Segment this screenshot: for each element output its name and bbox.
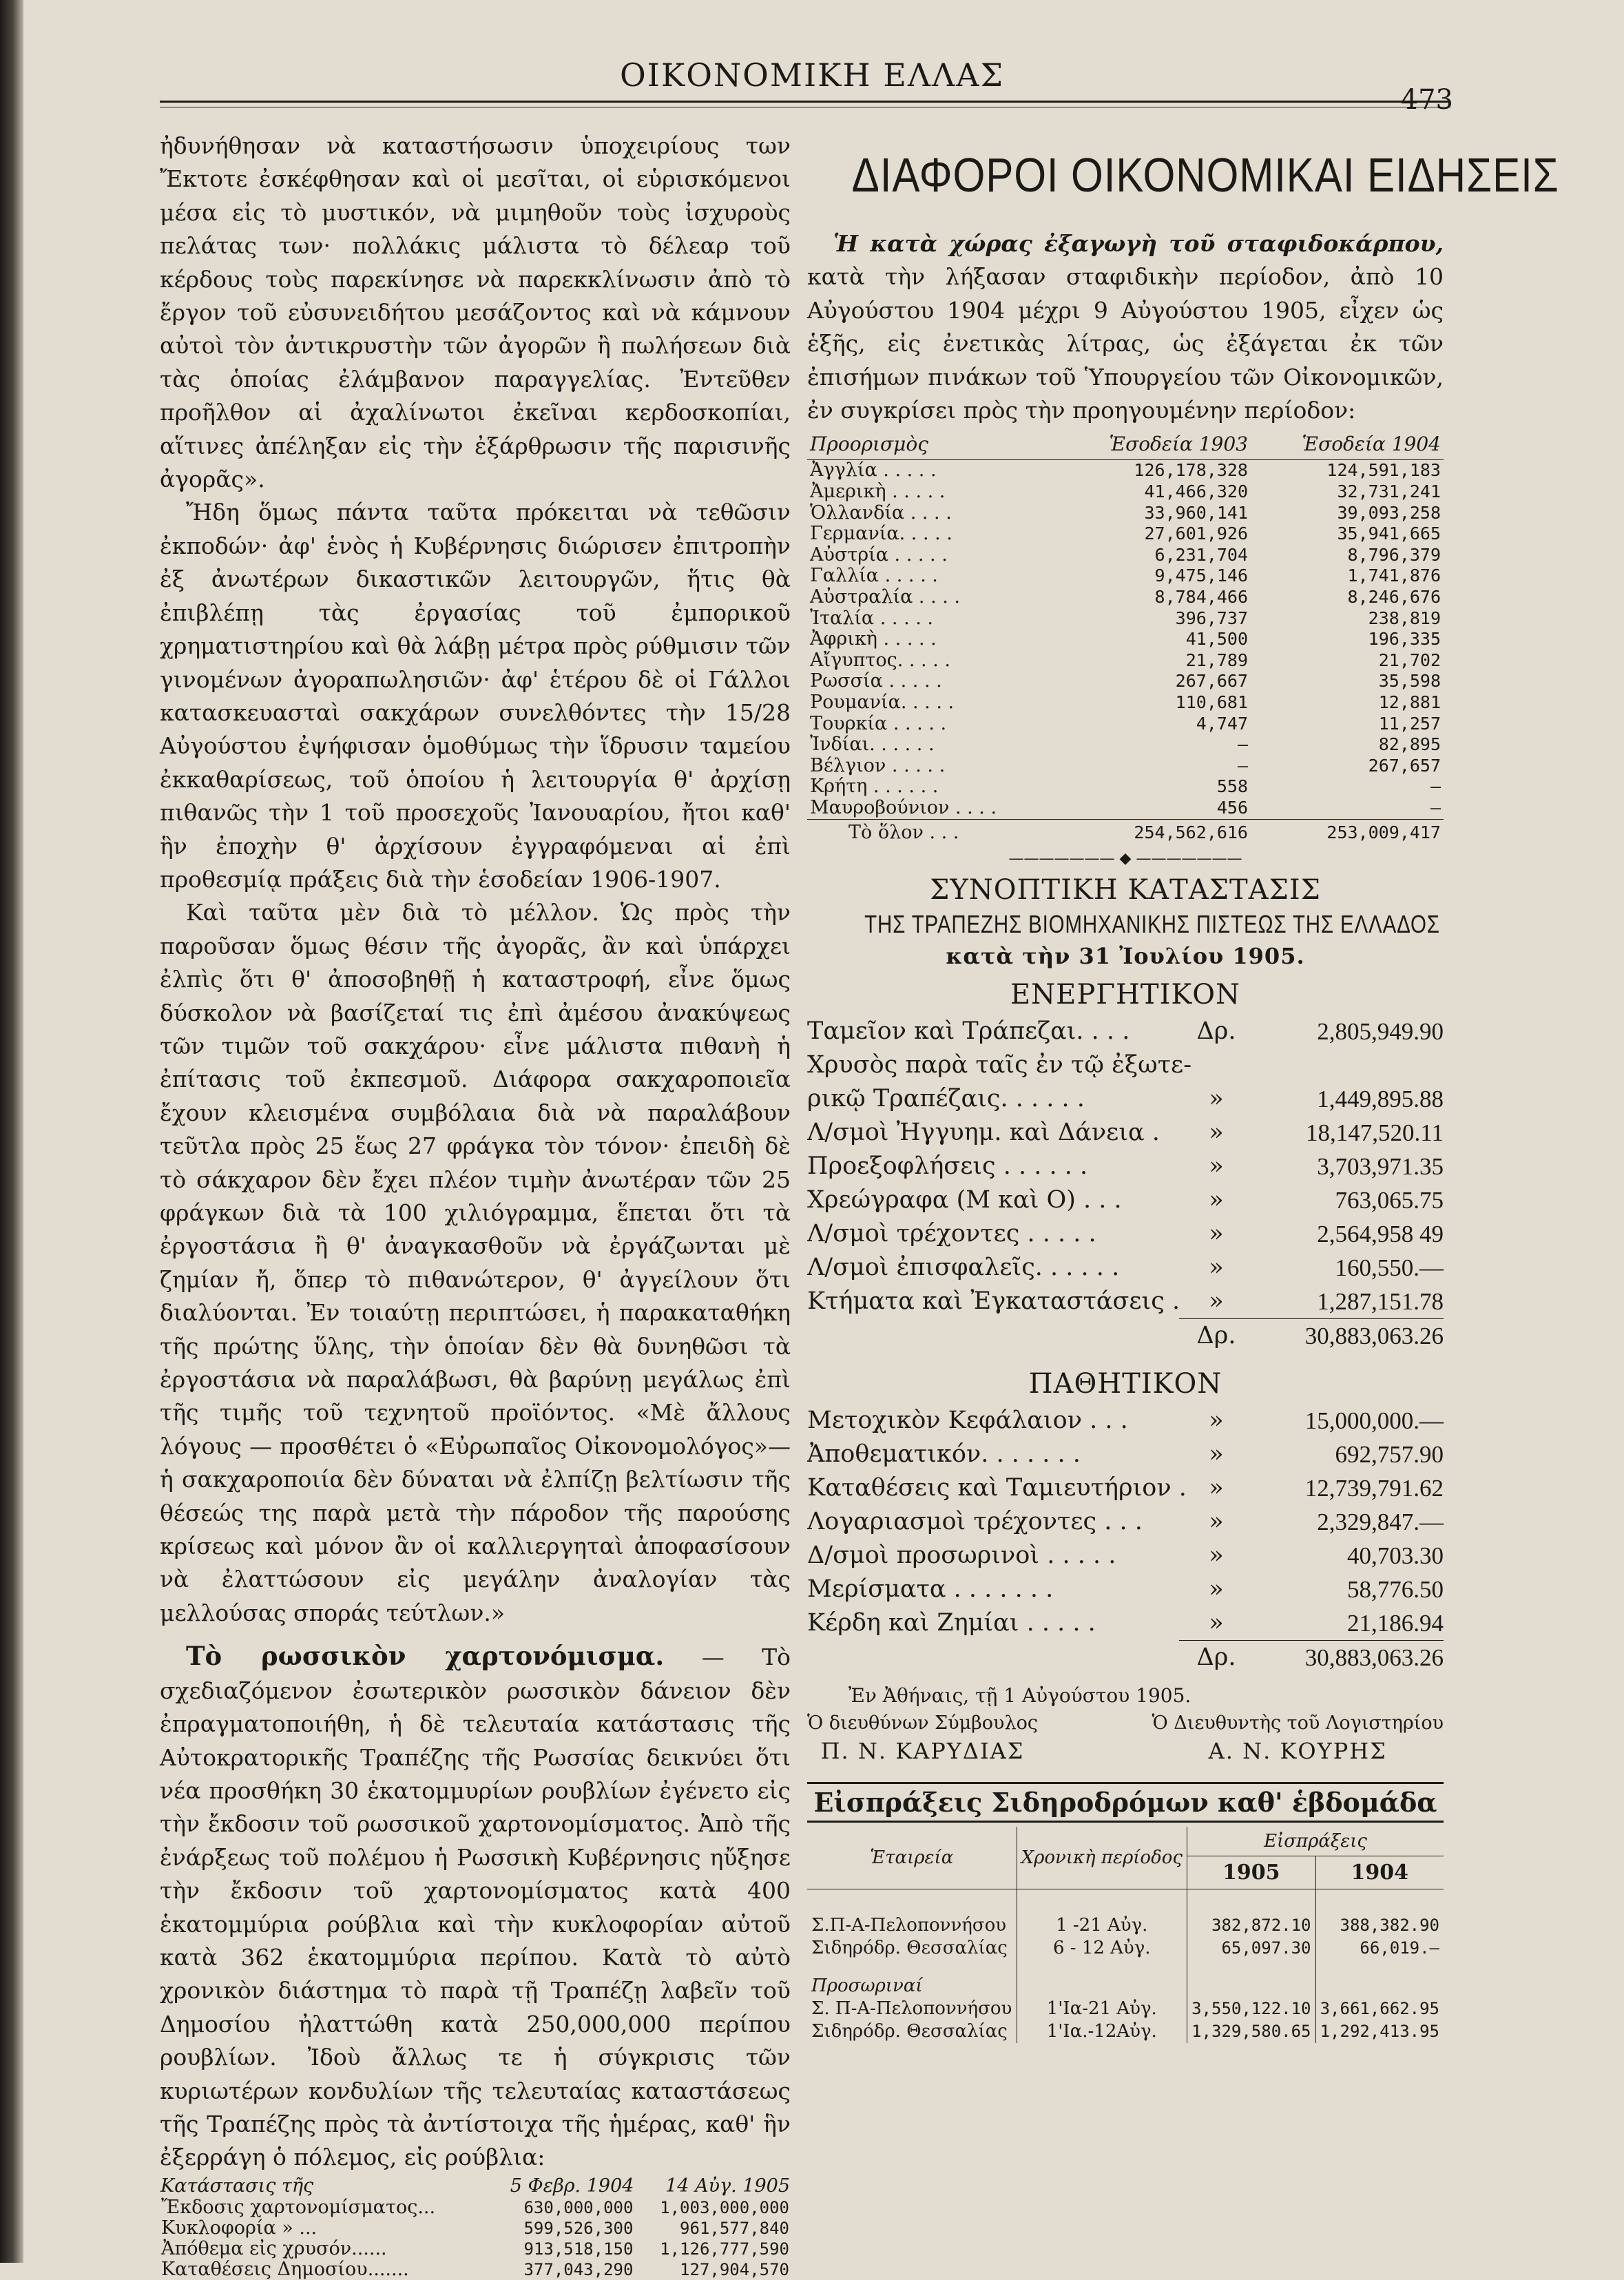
destination-cell: Αὐστραλία . . . .: [810, 586, 960, 608]
column-header: Προορισμὸς: [807, 430, 1058, 460]
destination-cell: Ὁλλανδία . . . .: [810, 501, 952, 524]
ledger-label: Ταμεῖον καὶ Τράπεζαι. . . .: [807, 1017, 1130, 1046]
bank-title: ΣΥΝΟΠΤΙΚΗ ΚΑΤΑΣΤΑΣΙΣ: [930, 874, 1321, 906]
ledger-label: Λ/σμοὶ τρέχοντες . . . . .: [807, 1220, 1096, 1248]
table-row: [807, 734, 1444, 756]
value-cell: 196,335: [1368, 629, 1441, 650]
table-row: [807, 629, 1444, 650]
rail-company: Σιδηρόδρ. Θεσσαλίας: [807, 2020, 1017, 2043]
comparison-value: 961,577,840: [680, 2218, 789, 2238]
railway-table: [807, 1827, 1444, 2043]
table-row: [807, 566, 1444, 587]
destination-cell: Ἀγγλία . . . . .: [810, 459, 937, 481]
ledger-row: [807, 1471, 1444, 1505]
currant-export-text: κατὰ τὴν λήξασαν σταφιδικὴν περίοδον, ἀπὸ 10 Αὐγούστου 1904 μέχρι 9 Αὐγούστου 1905, εἶχεν ὡς ἑξῆς, εἰς ἐνετικὰς λίτρας, ὡς ἐξάγεται ἐκ τῶν ἐπισήμων πινάκων τοῦ Ὑπουργείου τῶν Οἰκονομικῶν, ἐν συγκρίσει πρὸς τὴν προηγουμένην περίοδον:: [807, 263, 1444, 424]
page-number: 473: [1400, 84, 1453, 116]
signature: [807, 1712, 1038, 1764]
value-cell: 39,093,258: [1337, 502, 1441, 523]
paragraph: ἠδυνήθησαν νὰ καταστήσωσιν ὑποχειρίους των Ἔκτοτε ἐσκέφθησαν καὶ οἱ μεσῖται, οἱ εὑρισκόμενοι μέσα εἰς τὸ μυστικόν, νὰ μιμηθοῦν τοὺς ἰσχυροὺς πελάτας των· πολλάκις μάλιστα τὸ δέλεαρ τοῦ κέρδους τοὺς παρεκίνησε νὰ παρεκκλίνωσιν ἀπὸ τὸ ἔργον τοῦ εὐσυνειδήτου μεσάζοντος καὶ νὰ κάμνουν αὐτοὶ τὸν ἀντικρυστὴν τῶν ἀγορῶν ἢ πωλήσεων διὰ τὰς ὁποίας ἐλάμβανον παραγγελίας. Ἐντεῦθεν προῆλθον αἱ ἀχαλίνωτοι ἐκεῖναι κερδοσκοπίαι, αἵτινες ἀπέληξαν εἰς τὴν ἐξάρθρωσιν τῆς παρισινῆς ἀγορᾶς».: [160, 132, 791, 493]
amount: 3,703,971.35: [1317, 1153, 1444, 1181]
russian-heading: Τὸ ρωσσικὸν χαρτονόμισμα.: [186, 1641, 665, 1672]
russian-comparison-table: [160, 2175, 791, 2280]
table-row: [807, 714, 1444, 735]
ledger-row: [807, 1150, 1444, 1183]
rail-period: 6 - 12 Αὐγ.: [1017, 1937, 1187, 1960]
amount: 30,883,063.26: [1304, 1644, 1444, 1672]
ledger-label: Καταθέσεις καὶ Ταμιευτήριον .: [807, 1474, 1187, 1502]
rail-company: Σιδηρόδρ. Θεσσαλίας: [807, 1937, 1017, 1960]
table-row: [807, 1914, 1444, 1937]
ledger-row: [807, 1606, 1444, 1640]
left-column: [160, 129, 791, 2280]
rail-company: Σ.Π-Α-Πελοποννήσου: [807, 1914, 1017, 1937]
value-cell: 396,737: [1175, 608, 1248, 628]
comparison-col1-header: 5 Φεβρ. 1904: [510, 2175, 634, 2197]
amount: 40,703.30: [1347, 1542, 1444, 1570]
table-row: [807, 524, 1444, 545]
value-cell: 267,657: [1368, 755, 1441, 776]
value-cell: 558: [1216, 776, 1248, 797]
destination-cell: Ἰταλία . . . . .: [810, 607, 933, 629]
ledger-row: [807, 1048, 1444, 1082]
destination-cell: Ρωσσία . . . . .: [810, 670, 942, 692]
ledger-label: Λ/σμοὶ Ἠγγυημ. καὶ Δάνεια .: [807, 1119, 1160, 1147]
column-header: Χρονικὴ περίοδος: [1017, 1827, 1187, 1889]
currency: »: [1209, 1609, 1224, 1637]
amount: 30,883,063.26: [1304, 1323, 1444, 1350]
signature: [1152, 1712, 1444, 1764]
currency: »: [1209, 1085, 1224, 1113]
table-row: [160, 2259, 791, 2280]
value-cell: —: [1237, 734, 1248, 755]
comparison-label: Καταθέσεις Δημοσίου.......: [161, 2258, 409, 2280]
table-row: [807, 460, 1444, 481]
value-cell: 238,819: [1368, 608, 1441, 628]
value-cell: 41,466,320: [1144, 481, 1248, 502]
rail-value: 1,329,580.65: [1187, 2020, 1315, 2043]
value-cell: 456: [1216, 797, 1248, 818]
table-row: [807, 650, 1444, 672]
amount: 2,564,958 49: [1317, 1221, 1444, 1248]
value-cell: 12,881: [1378, 692, 1441, 712]
column-header: 1905: [1187, 1856, 1315, 1889]
signature-name: Π. Ν. ΚΑΡΥΔΙΑΣ: [820, 1738, 1025, 1765]
amount: 2,805,949.90: [1317, 1018, 1444, 1046]
destination-cell: Αἴγυπτος. . . . .: [810, 649, 950, 671]
russian-paragraph: [160, 1639, 791, 2175]
ledger-row: [807, 1285, 1444, 1318]
comparison-value: 1,003,000,000: [660, 2197, 789, 2217]
currency: »: [1209, 1119, 1224, 1147]
currency: Δρ.: [1196, 1322, 1236, 1350]
value-cell: 11,257: [1378, 713, 1441, 734]
value-cell: 21,789: [1185, 650, 1248, 670]
comparison-value: 599,526,300: [523, 2218, 634, 2238]
value-cell: —: [1237, 755, 1248, 776]
amount: 1,449,895.88: [1317, 1086, 1444, 1113]
value-cell: 27,601,926: [1144, 524, 1248, 544]
value-cell: —: [1430, 797, 1441, 818]
destination-cell: Βέλγιον . . . . .: [810, 754, 946, 776]
amount: 18,147,520.11: [1306, 1119, 1444, 1147]
signature-role: Ὁ Διευθυντὴς τοῦ Λογιστηρίου: [1152, 1712, 1444, 1734]
bank-subtitle: ΤΗΣ ΤΡΑΠΕΖΗΣ ΒΙΟΜΗΧΑΝΙΚΗΣ ΠΙΣΤΕΩΣ ΤΗΣ ΕΛΛΑΔΟΣ: [864, 910, 1440, 939]
amount: 12,739,791.62: [1304, 1475, 1444, 1502]
paragraph: Ἤδη ὅμως πάντα ταῦτα πρόκειται νὰ τεθῶσιν ἐκποδών· ἀφ' ἑνὸς ἡ Κυβέρνησις διώρισεν ἐπιτροπὴν ἐξ ἀνωτέρων δικαστικῶν λειτουργῶν, ἥτις θὰ ἐπιβλέπῃ τὰς ἐργασίας τοῦ ἐμπορικοῦ χρηματιστηρίου καὶ θὰ λάβῃ μέτρα πρὸς ρύθμισιν τῶν γινομένων ἀγοραπωλησιῶν· ἀφ' ἑτέρου δὲ οἱ Γάλλοι κατασκευασταὶ σακχάρων συνελθόντες τὴν 15/28 Αὐγούστου ἐψήφισαν ὁμοθύμως τὴν ἵδρυσιν ταμείου ἐκκαθαρίσεως, τοῦ ὁποίου ἡ λειτουργία θ' ἀρχίσῃ πιθανῶς τὴν 1 τοῦ προσεχοῦς Ἰανουαρίου, ἤτοι καθ' ἣν ἐποχὴν θ' ἀρχίσουν ἐγγραφόμεναι αἱ ἐπὶ προθεσμίᾳ πράξεις διὰ τὴν ἑσοδείαν 1906-1907.: [160, 499, 791, 893]
rail-period: 1 -21 Αὐγ.: [1017, 1914, 1187, 1937]
value-cell: 21,702: [1378, 650, 1441, 670]
total-label: Τὸ ὅλον . . .: [807, 819, 1058, 843]
liabilities-list: [807, 1404, 1444, 1640]
currency: »: [1209, 1254, 1224, 1282]
paragraph: Καὶ ταῦτα μὲν διὰ τὸ μέλλον. Ὡς πρὸς τὴν παροῦσαν ὅμως θέσιν τῆς ἀγορᾶς, ἂν καὶ ὑπάρχει ἐλπὶς ὅτι θ' ἀποσοβηθῇ ἡ καταστροφή, εἶνε ὅμως δύσκολον νὰ βασίζεταί τις ἐπὶ ἀμέσου ἀνακύψεως τῶν τιμῶν τοῦ σακχάρου· εἶνε μάλιστα πιθανὴ ἡ ἐπίτασις τοῦ ἐκπεσμοῦ. Διάφορα σακχαροποιεῖα ἔχουν κλεισμένα συμβόλαια διὰ νὰ παραλάβουν τεῦτλα πρὸς 25 ἕως 27 φράγκα τὸν τόνον· ἐπειδὴ δὲ τὸ σάκχαρον δὲν ἔχει πλέον τιμὴν ἀνωτέραν τῶν 25 φράγκων διὰ τὰ 100 χιλιόγραμμα, ἕπεται ὅτι τὰ ἐργοστάσια ἢ θ' ἀναγκασθοῦν νὰ ἐργάζωνται μὲ ζημίαν ἤ, ὅπερ τὸ πιθανώτερον, θ' ἀγγείλουν ὅτι διαλύονται. Ἐν τοιαύτῃ περιπτώσει, ἡ παρακαταθήκη τῆς πρώτης ὕλης, τὴν ὁποίαν δὲν θὰ δυνηθῶσι τὰ ἐργοστάσια νὰ παραλάβωσι, θὰ βαρύνῃ μεγάλως ἐπὶ τῆς τιμῆς τοῦ τεχνητοῦ προϊόντος. «Μὲ ἄλλους λόγους — προσθέτει ὁ «Εὐρωπαῖος Οἰκονομολόγος»—ἡ σακχαροποιία δὲν δύναται νὰ ἐλπίζῃ βελτίωσιν τῆς θέσεώς της παρὰ μετὰ τὴν πάροδον τῆς παρούσης κρίσεως καὶ μόνον ἂν οἱ καλλιεργηταὶ ἀποφασίσουν νὰ ἐλαττώσουν εἰς μεγάλην ἀναλογίαν τὰς μελλούσας σποράς τεύτλων.»: [160, 899, 791, 1626]
rail-value: 382,872.10: [1187, 1914, 1315, 1937]
currency: »: [1209, 1440, 1224, 1469]
ledger-label: Χρεώγραφα (Μ καὶ Ο) . . .: [807, 1186, 1122, 1214]
ledger-row: [807, 1438, 1444, 1471]
value-cell: 33,960,141: [1144, 502, 1248, 523]
value-cell: 110,681: [1175, 692, 1248, 712]
destination-cell: Αὐστρία . . . . .: [810, 543, 948, 566]
rail-company: Σ. Π-Α-Πελοποννήσου: [807, 1998, 1017, 2020]
ledger-row: [807, 1116, 1444, 1150]
value-cell: 32,731,241: [1337, 481, 1441, 502]
table-total-row: [807, 819, 1444, 843]
rail-value: 66,019.—: [1315, 1937, 1444, 1960]
liabilities-total: [1179, 1640, 1444, 1675]
table-row: [807, 1937, 1444, 1960]
section-heading: ΔΙΑΦΟΡΟΙ ΟΙΚΟΝΟΜΙΚΑΙ ΕΙΔΗΣΕΙΣ: [851, 148, 1559, 202]
table-row: [807, 587, 1444, 608]
currency: Δρ.: [1196, 1644, 1236, 1672]
ledger-label: Λ/σμοὶ ἐπισφαλεῖς. . . . . .: [807, 1254, 1120, 1282]
ledger-label: Χρυσὸς παρὰ ταῖς ἐν τῷ ἐξωτε-: [807, 1051, 1192, 1079]
rail-group-label: Προσωριναί: [807, 1960, 1017, 1998]
currency: Δρ.: [1196, 1017, 1236, 1046]
ledger-label: Μετοχικὸν Κεφάλαιον . . .: [807, 1407, 1128, 1435]
table-row: [807, 481, 1444, 503]
value-cell: 126,178,328: [1134, 460, 1248, 481]
table-row: [807, 692, 1444, 714]
column-header: Εἰσπράξεις: [1187, 1827, 1444, 1856]
amount: 2,329,847.—: [1317, 1509, 1444, 1536]
table-row: [807, 798, 1444, 819]
value-cell: 41,500: [1185, 629, 1248, 650]
currant-export-heading: Ἡ κατὰ χώρας ἐξαγωγὴ τοῦ σταφιδοκάρπου,: [833, 230, 1444, 257]
destination-cell: Ἀμερικὴ . . . . .: [810, 481, 946, 503]
ledger-row: [807, 1505, 1444, 1539]
value-cell: 82,895: [1378, 734, 1441, 755]
signature-block: [807, 1712, 1444, 1764]
assets-list: [807, 1015, 1444, 1318]
rail-value: 3,661,662.95: [1315, 1998, 1444, 2020]
signature-role: Ὁ διευθύνων Σύμβουλος: [807, 1712, 1038, 1734]
table-row: [807, 545, 1444, 566]
destination-cell: Ἰνδίαι. . . . . .: [810, 734, 935, 756]
comparison-header-label: Κατάστασις τῆς: [160, 2175, 314, 2197]
railway-title: Εἰσπράξεις Σιδηροδρόμων καθ' ἑβδομάδα: [807, 1782, 1444, 1823]
destination-cell: Γαλλία . . . . .: [810, 565, 938, 587]
table-row: [807, 756, 1444, 777]
table-row: [160, 2239, 791, 2259]
comparison-value: 630,000,000: [523, 2197, 634, 2217]
amount: 692,757.90: [1335, 1441, 1444, 1469]
destination-cell: Κρήτη . . . . . .: [810, 776, 939, 798]
book-binding-edge: [0, 0, 23, 2263]
amount: 1,287,151.78: [1317, 1288, 1444, 1316]
comparison-col2-header: 14 Αὐγ. 1905: [665, 2175, 790, 2197]
rail-period: 1'Ια.-12Αὐγ.: [1017, 2020, 1187, 2043]
comparison-value: 913,518,150: [523, 2239, 634, 2259]
ledger-label: Μερίσματα . . . . . . .: [807, 1575, 1054, 1604]
value-cell: 8,796,379: [1347, 544, 1441, 565]
ledger-label: Δ/σμοὶ προσωρινοὶ . . . . .: [807, 1542, 1116, 1570]
rail-value: 1,292,413.95: [1315, 2020, 1444, 2043]
currency: »: [1209, 1474, 1224, 1502]
russian-text: — Τὸ σχεδιαζόμενον ἐσωτερικὸν ρωσσικὸν δάνειον δὲν ἐπραγματοποιήθη, ἡ δὲ τελευταία κατάστασις τῆς Αὐτοκρατορικῆς Τραπέζης τῆς Ρωσσίας δεικνύει ὅτι νέα προσθήκη 30 ἑκατομμυρίων ρουβλίων ἐγένετο εἰς τὴν ἔκδοσιν τοῦ ρωσσικοῦ χαρτονομίσματος. Ἀπὸ τῆς ἐνάρξεως τοῦ πολέμου ἡ Ρωσσικὴ Κυβέρνησις ηὔξησε τὴν ἔκδοσιν τοῦ χαρτονομίσματος κατὰ 400 ἑκατομμύρια ρούβλια καὶ τὴν κυκλοφορίαν αὐτοῦ κατὰ 362 ἑκατομμύρια περίπου. Κατὰ τὸ αὐτὸ χρονικὸν διάστημα τὸ παρὰ τῇ Τραπέζῃ λαβεῖν τοῦ Δημοσίου ἠλαττώθη κατὰ 250,000,000 περίπου ρουβλίων. Ἰδοὺ ἄλλως τε ἡ σύγκρισις τῶν κυριωτέρων κονδυλίων τῆς τελευταίας καταστάσεως τῆς Τραπέζης πρὸς τὰ ἀντίστοιχα τῆς ἡμέρας, καθ' ἣν ἐξερράγη ὁ πόλεμος, εἰς ρούβλια:: [160, 1644, 791, 2171]
ledger-label: Ἀποθεματικόν. . . . . . .: [807, 1440, 1081, 1469]
comparison-label: Κυκλοφορία » ...: [161, 2217, 317, 2239]
ledger-row: [807, 1015, 1444, 1048]
value-cell: 9,475,146: [1154, 566, 1248, 586]
column-header: Ἑταιρεία: [807, 1827, 1017, 1889]
value-cell: 35,598: [1378, 671, 1441, 692]
currency: [1196, 1048, 1237, 1082]
value-cell: 124,591,183: [1326, 460, 1441, 481]
amount: [1237, 1048, 1444, 1082]
header-rule: [160, 101, 1450, 107]
value-cell: 4,747: [1196, 713, 1248, 734]
destination-cell: Γερμανία. . . . .: [810, 523, 952, 545]
bank-date: κατὰ τὴν 31 Ἰουλίου 1905.: [946, 943, 1305, 970]
liabilities-title: ΠΑΘΗΤΙΚΟΝ: [1028, 1368, 1222, 1400]
table-row: [160, 2218, 791, 2239]
table-row: [807, 608, 1444, 630]
value-cell: 1,741,876: [1347, 566, 1441, 586]
total-value: 253,009,417: [1251, 819, 1444, 843]
currency: »: [1209, 1407, 1224, 1435]
table-row: [807, 1998, 1444, 2020]
ledger-row: [807, 1251, 1444, 1285]
rail-value: 388,382.90: [1315, 1914, 1444, 1937]
ledger-row: [807, 1082, 1444, 1116]
amount: 58,776.50: [1347, 1576, 1444, 1604]
amount: 160,550.—: [1335, 1254, 1444, 1282]
comparison-label: Ἀπόθεμα εἰς χρυσόν......: [161, 2237, 387, 2259]
currency: »: [1209, 1542, 1224, 1570]
currency: »: [1209, 1186, 1224, 1214]
destination-cell: Ἀφρικὴ . . . . .: [810, 628, 937, 650]
column-header: 1904: [1315, 1856, 1444, 1889]
currant-export-table: [807, 430, 1444, 843]
value-cell: 35,941,665: [1337, 524, 1441, 544]
destination-cell: Τουρκία . . . . .: [810, 712, 947, 734]
assets-title: ΕΝΕΡΓΗΤΙΚΟΝ: [1010, 979, 1241, 1011]
table-row: [807, 2020, 1444, 2043]
page-header-title: ΟΙΚΟΝΟΜΙΚΗ ΕΛΛΑΣ: [619, 56, 1005, 94]
ledger-row: [807, 1217, 1444, 1251]
table-row: [807, 671, 1444, 692]
rail-value: 3,550,122.10: [1187, 1998, 1315, 2020]
value-cell: 6,231,704: [1154, 544, 1248, 565]
destination-cell: Μαυροβούνιον . . . .: [810, 796, 997, 818]
ledger-label: Λογαριασμοὶ τρέχοντες . . .: [807, 1508, 1143, 1536]
column-header: Ἑσοδεία 1903: [1058, 430, 1251, 460]
value-cell: 8,246,676: [1347, 587, 1441, 607]
ledger-row: [807, 1573, 1444, 1606]
rail-value: 65,097.30: [1187, 1937, 1315, 1960]
ledger-label: Κτήματα καὶ Ἐγκαταστάσεις .: [807, 1287, 1180, 1316]
signature-name: Α. Ν. ΚΟΥΡΗΣ: [1208, 1738, 1387, 1765]
amount: 15,000,000.—: [1304, 1407, 1444, 1435]
right-column: [807, 129, 1559, 2043]
table-row: [807, 776, 1444, 798]
currency: »: [1209, 1220, 1224, 1248]
currency: »: [1209, 1575, 1224, 1604]
total-value: 254,562,616: [1058, 819, 1251, 843]
date-line: Ἐν Ἀθήναις, τῇ 1 Αὐγούστου 1905.: [849, 1684, 1191, 1708]
comparison-value: 1,126,777,590: [660, 2239, 789, 2259]
ledger-row: [807, 1404, 1444, 1438]
currency: »: [1209, 1508, 1224, 1536]
divider: ——————— ◆ ———————: [1008, 850, 1242, 868]
table-row: [807, 503, 1444, 524]
currant-export-intro: [807, 227, 1444, 427]
comparison-value: 127,904,570: [680, 2259, 789, 2279]
comparison-label: Ἔκδοσις χαρτονομίσματος...: [161, 2196, 436, 2218]
comparison-value: 377,043,290: [523, 2259, 634, 2279]
table-row: [807, 1960, 1444, 1998]
ledger-label: ρικῷ Τραπέζαις. . . . . .: [807, 1085, 1085, 1113]
ledger-row: [807, 1183, 1444, 1217]
table-row: [160, 2197, 791, 2218]
column-header: Ἑσοδεία 1904: [1251, 430, 1444, 460]
amount: 763,065.75: [1335, 1187, 1444, 1214]
currency: »: [1209, 1287, 1224, 1316]
ledger-label: Προεξοφλήσεις . . . . . .: [807, 1152, 1088, 1181]
value-cell: —: [1430, 776, 1441, 797]
assets-total: [1179, 1318, 1444, 1353]
rail-period: 1'Ια-21 Αὐγ.: [1017, 1998, 1187, 2020]
amount: 21,186.94: [1347, 1610, 1444, 1637]
value-cell: 267,667: [1175, 671, 1248, 692]
ledger-label: Κέρδη καὶ Ζημίαι . . . . .: [807, 1609, 1096, 1637]
currency: »: [1209, 1152, 1224, 1181]
destination-cell: Ρουμανία. . . . .: [810, 691, 955, 713]
value-cell: 8,784,466: [1154, 587, 1248, 607]
ledger-row: [807, 1539, 1444, 1573]
